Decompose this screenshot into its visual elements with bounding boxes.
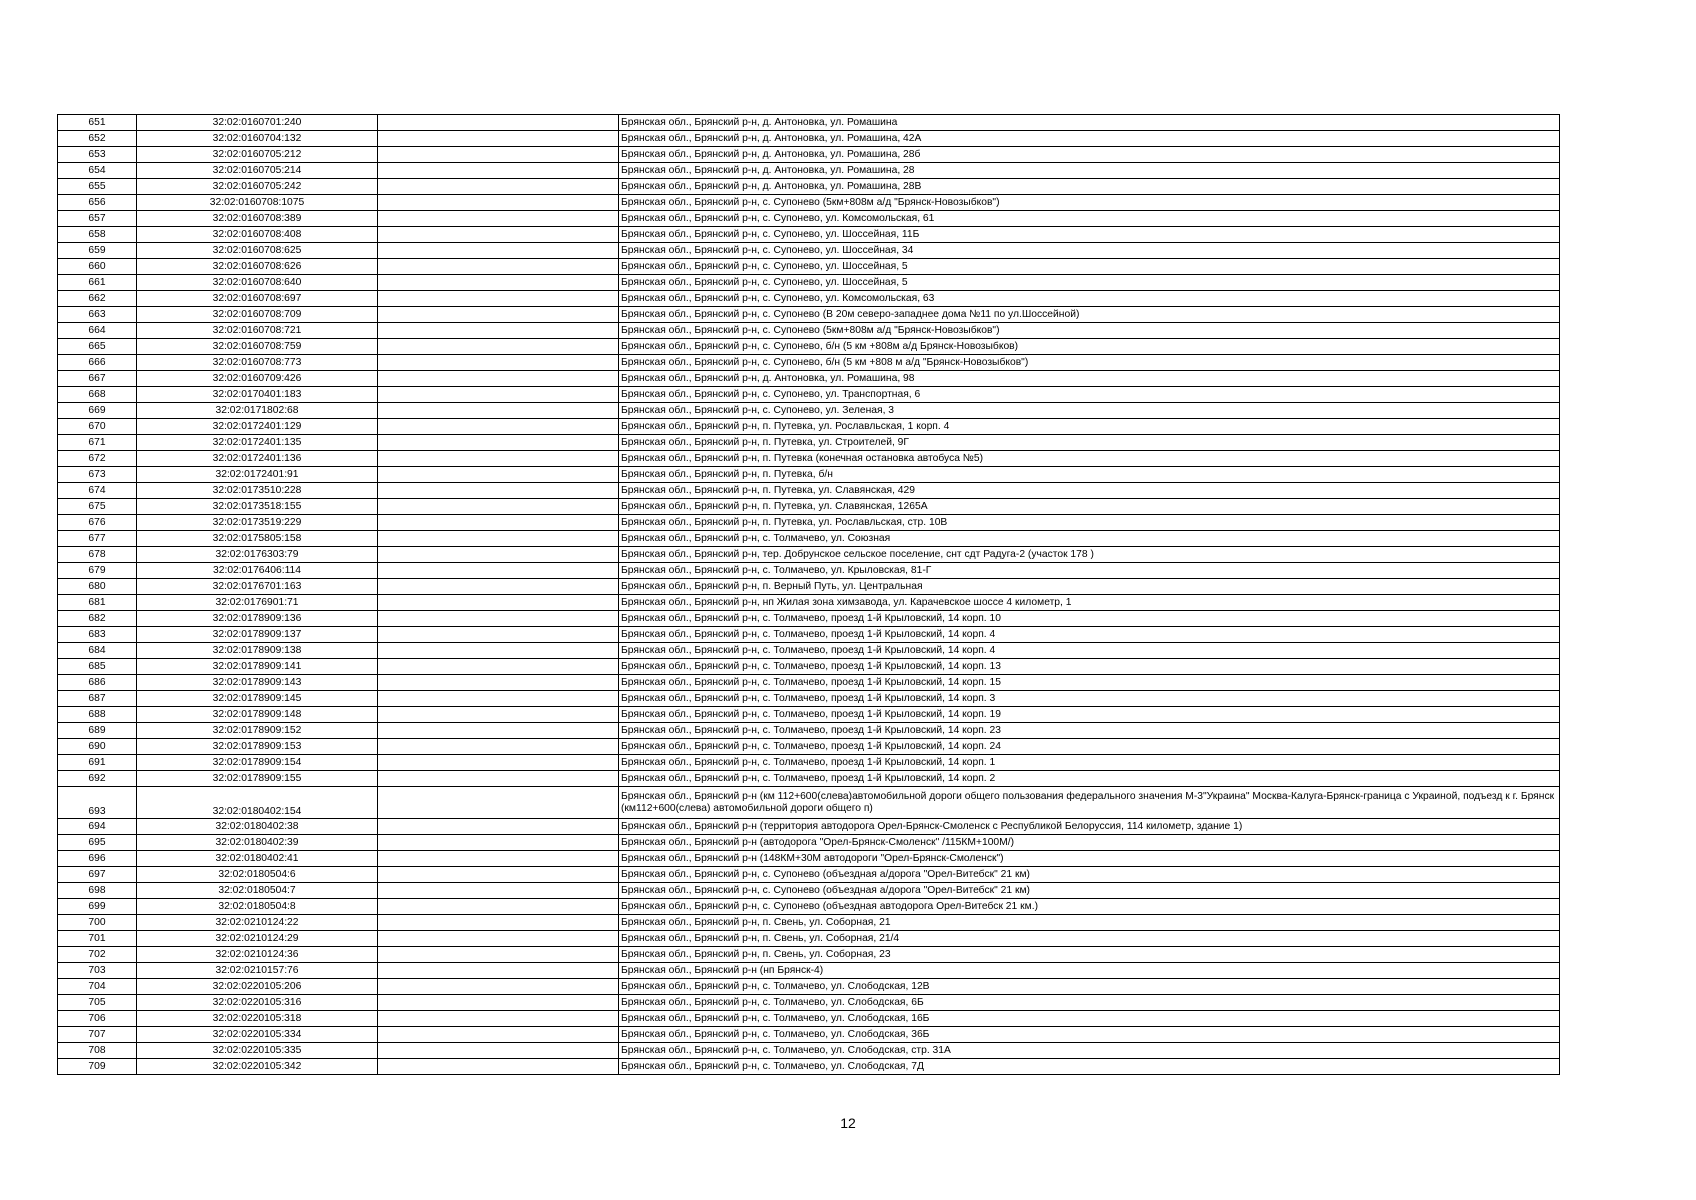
table-row <box>58 1043 1560 1059</box>
cadastral-number-cell: 32:02:0178909:136 <box>137 611 378 627</box>
row-number-cell: 691 <box>58 755 137 771</box>
row-number-cell: 690 <box>58 739 137 755</box>
cadastral-number-cell: 32:02:0160705:242 <box>137 179 378 195</box>
row-number-cell: 697 <box>58 867 137 883</box>
address-cell: Брянская обл., Брянский р-н, д. Антоновка, ул. Ромашина <box>619 115 1560 131</box>
cadastral-number-cell: 32:02:0178909:138 <box>137 643 378 659</box>
empty-cell <box>378 291 619 307</box>
address-cell: Брянская обл., Брянский р-н, п. Путевка (конечная остановка автобуса №5) <box>619 451 1560 467</box>
address-cell: Брянская обл., Брянский р-н, п. Путевка, ул. Рославльская, стр. 10В <box>619 515 1560 531</box>
row-number-cell: 678 <box>58 547 137 563</box>
table-row <box>58 835 1560 851</box>
table-row <box>58 963 1560 979</box>
empty-cell <box>378 835 619 851</box>
empty-cell <box>378 755 619 771</box>
cadastral-number-cell: 32:02:0172401:136 <box>137 451 378 467</box>
row-number-cell: 661 <box>58 275 137 291</box>
table-row <box>58 387 1560 403</box>
cadastral-number-cell: 32:02:0176901:71 <box>137 595 378 611</box>
row-number-cell: 663 <box>58 307 137 323</box>
cadastral-number-cell: 32:02:0220105:316 <box>137 995 378 1011</box>
address-cell: Брянская обл., Брянский р-н, с. Супонево, ул. Шоссейная, 5 <box>619 259 1560 275</box>
cadastral-number-cell: 32:02:0178909:145 <box>137 691 378 707</box>
address-cell: Брянская обл., Брянский р-н, с. Супонево (5км+808м а/д "Брянск-Новозыбков") <box>619 323 1560 339</box>
empty-cell <box>378 627 619 643</box>
address-cell: Брянская обл., Брянский р-н, нп Жилая зона химзавода, ул. Карачевское шоссе 4 километр, 1 <box>619 595 1560 611</box>
cadastral-number-cell: 32:02:0160708:759 <box>137 339 378 355</box>
address-cell: Брянская обл., Брянский р-н, с. Супонево (объездная а/дорога "Орел-Витебск" 21 км) <box>619 883 1560 899</box>
cadastral-number-cell: 32:02:0210124:22 <box>137 915 378 931</box>
table-row <box>58 851 1560 867</box>
table-row <box>58 739 1560 755</box>
empty-cell <box>378 563 619 579</box>
empty-cell <box>378 947 619 963</box>
address-cell: Брянская обл., Брянский р-н, п. Свень, ул. Соборная, 21 <box>619 915 1560 931</box>
row-number-cell: 676 <box>58 515 137 531</box>
table-row <box>58 211 1560 227</box>
empty-cell <box>378 355 619 371</box>
cadastral-number-cell: 32:02:0178909:143 <box>137 675 378 691</box>
row-number-cell: 652 <box>58 131 137 147</box>
row-number-cell: 653 <box>58 147 137 163</box>
empty-cell <box>378 387 619 403</box>
empty-cell <box>378 1059 619 1075</box>
table-row <box>58 419 1560 435</box>
address-cell: Брянская обл., Брянский р-н, с. Толмачево, проезд 1-й Крыловский, 14 корп. 15 <box>619 675 1560 691</box>
cadastral-number-cell: 32:02:0160705:214 <box>137 163 378 179</box>
empty-cell <box>378 883 619 899</box>
empty-cell <box>378 547 619 563</box>
row-number-cell: 683 <box>58 627 137 643</box>
address-cell: Брянская обл., Брянский р-н, с. Супонево, ул. Комсомольская, 63 <box>619 291 1560 307</box>
table-row <box>58 771 1560 787</box>
address-cell: Брянская обл., Брянский р-н, с. Толмачево, ул. Крыловская, 81-Г <box>619 563 1560 579</box>
table-row <box>58 451 1560 467</box>
address-cell: Брянская обл., Брянский р-н, с. Супонево (объездная а/дорога "Орел-Витебск" 21 км) <box>619 867 1560 883</box>
empty-cell <box>378 451 619 467</box>
table-row <box>58 787 1560 819</box>
table-row <box>58 643 1560 659</box>
page-number: 12 <box>840 1115 856 1131</box>
row-number-cell: 707 <box>58 1027 137 1043</box>
cadastral-number-cell: 32:02:0172401:135 <box>137 435 378 451</box>
address-cell: Брянская обл., Брянский р-н, с. Толмачево, ул. Слободская, 12В <box>619 979 1560 995</box>
row-number-cell: 705 <box>58 995 137 1011</box>
table-row <box>58 291 1560 307</box>
row-number-cell: 689 <box>58 723 137 739</box>
cadastral-number-cell: 32:02:0180504:7 <box>137 883 378 899</box>
empty-cell <box>378 195 619 211</box>
table-row <box>58 611 1560 627</box>
row-number-cell: 672 <box>58 451 137 467</box>
table-row <box>58 195 1560 211</box>
empty-cell <box>378 259 619 275</box>
row-number-cell: 699 <box>58 899 137 915</box>
row-number-cell: 702 <box>58 947 137 963</box>
address-cell: Брянская обл., Брянский р-н, д. Антоновка, ул. Ромашина, 28б <box>619 147 1560 163</box>
row-number-cell: 692 <box>58 771 137 787</box>
row-number-cell: 655 <box>58 179 137 195</box>
table-row <box>58 499 1560 515</box>
empty-cell <box>378 483 619 499</box>
cadastral-number-cell: 32:02:0160701:240 <box>137 115 378 131</box>
cadastral-number-cell: 32:02:0178909:148 <box>137 707 378 723</box>
row-number-cell: 709 <box>58 1059 137 1075</box>
row-number-cell: 660 <box>58 259 137 275</box>
row-number-cell: 662 <box>58 291 137 307</box>
table-row <box>58 627 1560 643</box>
address-cell: Брянская обл., Брянский р-н, с. Толмачево, проезд 1-й Крыловский, 14 корп. 10 <box>619 611 1560 627</box>
empty-cell <box>378 707 619 723</box>
property-table <box>57 114 1560 1075</box>
table-row <box>58 179 1560 195</box>
empty-cell <box>378 115 619 131</box>
row-number-cell: 693 <box>58 787 137 819</box>
table-row <box>58 467 1560 483</box>
address-cell: Брянская обл., Брянский р-н, д. Антоновка, ул. Ромашина, 28 <box>619 163 1560 179</box>
empty-cell <box>378 979 619 995</box>
address-cell: Брянская обл., Брянский р-н (148КМ+30М автодороги "Орел-Брянск-Смоленск") <box>619 851 1560 867</box>
address-cell: Брянская обл., Брянский р-н (территория автодорога Орел-Брянск-Смоленск с Республикой Белоруссия, 114 километр, здание 1) <box>619 819 1560 835</box>
row-number-cell: 686 <box>58 675 137 691</box>
row-number-cell: 698 <box>58 883 137 899</box>
row-number-cell: 656 <box>58 195 137 211</box>
table-row <box>58 547 1560 563</box>
table-row <box>58 931 1560 947</box>
row-number-cell: 671 <box>58 435 137 451</box>
address-cell: Брянская обл., Брянский р-н, с. Толмачево, проезд 1-й Крыловский, 14 корп. 23 <box>619 723 1560 739</box>
empty-cell <box>378 851 619 867</box>
row-number-cell: 703 <box>58 963 137 979</box>
empty-cell <box>378 771 619 787</box>
address-cell: Брянская обл., Брянский р-н, с. Супонево (В 20м северо-западнее дома №11 по ул.Шоссейной) <box>619 307 1560 323</box>
row-number-cell: 674 <box>58 483 137 499</box>
row-number-cell: 704 <box>58 979 137 995</box>
address-cell: Брянская обл., Брянский р-н, с. Супонево, ул. Зеленая, 3 <box>619 403 1560 419</box>
cadastral-number-cell: 32:02:0160708:626 <box>137 259 378 275</box>
table-row <box>58 1011 1560 1027</box>
table-row <box>58 595 1560 611</box>
cadastral-number-cell: 32:02:0171802:68 <box>137 403 378 419</box>
cadastral-number-cell: 32:02:0210124:36 <box>137 947 378 963</box>
row-number-cell: 684 <box>58 643 137 659</box>
row-number-cell: 675 <box>58 499 137 515</box>
row-number-cell: 669 <box>58 403 137 419</box>
cadastral-number-cell: 32:02:0173510:228 <box>137 483 378 499</box>
address-cell: Брянская обл., Брянский р-н, п. Свень, ул. Соборная, 23 <box>619 947 1560 963</box>
address-cell: Брянская обл., Брянский р-н, п. Путевка, ул. Славянская, 429 <box>619 483 1560 499</box>
empty-cell <box>378 371 619 387</box>
empty-cell <box>378 1043 619 1059</box>
empty-cell <box>378 915 619 931</box>
address-cell: Брянская обл., Брянский р-н, тер. Добрунское сельское поселение, снт сдт Радуга-2 (участок 178 ) <box>619 547 1560 563</box>
row-number-cell: 694 <box>58 819 137 835</box>
row-number-cell: 670 <box>58 419 137 435</box>
row-number-cell: 677 <box>58 531 137 547</box>
address-cell: Брянская обл., Брянский р-н, с. Толмачево, проезд 1-й Крыловский, 14 корп. 4 <box>619 643 1560 659</box>
table-row <box>58 227 1560 243</box>
empty-cell <box>378 179 619 195</box>
row-number-cell: 659 <box>58 243 137 259</box>
table-row <box>58 995 1560 1011</box>
address-cell: Брянская обл., Брянский р-н, с. Толмачево, проезд 1-й Крыловский, 14 корп. 1 <box>619 755 1560 771</box>
cadastral-number-cell: 32:02:0210157:76 <box>137 963 378 979</box>
address-cell: Брянская обл., Брянский р-н, с. Супонево, ул. Транспортная, 6 <box>619 387 1560 403</box>
cadastral-number-cell: 32:02:0180402:38 <box>137 819 378 835</box>
cadastral-number-cell: 32:02:0180504:6 <box>137 867 378 883</box>
row-number-cell: 654 <box>58 163 137 179</box>
cadastral-number-cell: 32:02:0178909:153 <box>137 739 378 755</box>
empty-cell <box>378 931 619 947</box>
empty-cell <box>378 403 619 419</box>
cadastral-number-cell: 32:02:0160705:212 <box>137 147 378 163</box>
table-row <box>58 947 1560 963</box>
cadastral-number-cell: 32:02:0160708:773 <box>137 355 378 371</box>
address-cell: Брянская обл., Брянский р-н, с. Супонево, ул. Шоссейная, 11Б <box>619 227 1560 243</box>
table-row <box>58 979 1560 995</box>
address-cell: Брянская обл., Брянский р-н, с. Толмачево, проезд 1-й Крыловский, 14 корп. 13 <box>619 659 1560 675</box>
address-cell: Брянская обл., Брянский р-н, с. Толмачево, проезд 1-й Крыловский, 14 корп. 3 <box>619 691 1560 707</box>
row-number-cell: 695 <box>58 835 137 851</box>
empty-cell <box>378 323 619 339</box>
row-number-cell: 681 <box>58 595 137 611</box>
cadastral-number-cell: 32:02:0160708:1075 <box>137 195 378 211</box>
table-row <box>58 275 1560 291</box>
empty-cell <box>378 643 619 659</box>
cadastral-number-cell: 32:02:0176303:79 <box>137 547 378 563</box>
table-row <box>58 147 1560 163</box>
table-row <box>58 1027 1560 1043</box>
empty-cell <box>378 611 619 627</box>
table-row <box>58 531 1560 547</box>
empty-cell <box>378 131 619 147</box>
empty-cell <box>378 467 619 483</box>
address-cell: Брянская обл., Брянский р-н (нп Брянск-4) <box>619 963 1560 979</box>
cadastral-number-cell: 32:02:0170401:183 <box>137 387 378 403</box>
address-cell: Брянская обл., Брянский р-н, с. Толмачево, проезд 1-й Крыловский, 14 корп. 4 <box>619 627 1560 643</box>
empty-cell <box>378 739 619 755</box>
row-number-cell: 708 <box>58 1043 137 1059</box>
address-cell: Брянская обл., Брянский р-н, д. Антоновка, ул. Ромашина, 28В <box>619 179 1560 195</box>
table-row <box>58 675 1560 691</box>
table-body <box>58 115 1560 1075</box>
cadastral-number-cell: 32:02:0220105:318 <box>137 1011 378 1027</box>
cadastral-number-cell: 32:02:0178909:152 <box>137 723 378 739</box>
cadastral-number-cell: 32:02:0160708:389 <box>137 211 378 227</box>
cadastral-number-cell: 32:02:0176701:163 <box>137 579 378 595</box>
row-number-cell: 700 <box>58 915 137 931</box>
empty-cell <box>378 579 619 595</box>
empty-cell <box>378 307 619 323</box>
cadastral-number-cell: 32:02:0172401:129 <box>137 419 378 435</box>
row-number-cell: 687 <box>58 691 137 707</box>
table-row <box>58 307 1560 323</box>
address-cell: Брянская обл., Брянский р-н, с. Толмачево, ул. Слободская, 36Б <box>619 1027 1560 1043</box>
row-number-cell: 666 <box>58 355 137 371</box>
empty-cell <box>378 723 619 739</box>
address-cell: Брянская обл., Брянский р-н, с. Супонево (5км+808м а/д "Брянск-Новозыбков") <box>619 195 1560 211</box>
empty-cell <box>378 163 619 179</box>
address-cell: Брянская обл., Брянский р-н, п. Верный Путь, ул. Центральная <box>619 579 1560 595</box>
empty-cell <box>378 435 619 451</box>
table-row <box>58 899 1560 915</box>
address-cell: Брянская обл., Брянский р-н, с. Толмачево, проезд 1-й Крыловский, 14 корп. 2 <box>619 771 1560 787</box>
address-cell: Брянская обл., Брянский р-н, с. Супонево, ул. Шоссейная, 5 <box>619 275 1560 291</box>
address-cell: Брянская обл., Брянский р-н, с. Толмачево, ул. Слободская, 16Б <box>619 1011 1560 1027</box>
cadastral-number-cell: 32:02:0180402:154 <box>137 787 378 819</box>
address-cell: Брянская обл., Брянский р-н, с. Супонево, б/н (5 км +808м а/д Брянск-Новозыбков) <box>619 339 1560 355</box>
cadastral-number-cell: 32:02:0160708:721 <box>137 323 378 339</box>
cadastral-number-cell: 32:02:0160708:697 <box>137 291 378 307</box>
cadastral-number-cell: 32:02:0160708:640 <box>137 275 378 291</box>
empty-cell <box>378 1011 619 1027</box>
empty-cell <box>378 499 619 515</box>
empty-cell <box>378 675 619 691</box>
empty-cell <box>378 995 619 1011</box>
address-cell: Брянская обл., Брянский р-н, с. Супонево (объездная автодорога Орел-Витебск 21 км.) <box>619 899 1560 915</box>
empty-cell <box>378 339 619 355</box>
row-number-cell: 668 <box>58 387 137 403</box>
empty-cell <box>378 1027 619 1043</box>
address-cell: Брянская обл., Брянский р-н, с. Супонево, ул. Комсомольская, 61 <box>619 211 1560 227</box>
table-row <box>58 371 1560 387</box>
empty-cell <box>378 787 619 819</box>
table-row <box>58 259 1560 275</box>
cadastral-number-cell: 32:02:0178909:141 <box>137 659 378 675</box>
cadastral-number-cell: 32:02:0180504:8 <box>137 899 378 915</box>
row-number-cell: 696 <box>58 851 137 867</box>
empty-cell <box>378 243 619 259</box>
table-row <box>58 403 1560 419</box>
table-row <box>58 1059 1560 1075</box>
table-row <box>58 163 1560 179</box>
empty-cell <box>378 227 619 243</box>
table-row <box>58 355 1560 371</box>
table-row <box>58 915 1560 931</box>
row-number-cell: 651 <box>58 115 137 131</box>
empty-cell <box>378 595 619 611</box>
address-cell: Брянская обл., Брянский р-н (автодорога "Орел-Брянск-Смоленск" /115КМ+100М/) <box>619 835 1560 851</box>
cadastral-number-cell: 32:02:0178909:155 <box>137 771 378 787</box>
empty-cell <box>378 659 619 675</box>
address-cell: Брянская обл., Брянский р-н, с. Толмачево, проезд 1-й Крыловский, 14 корп. 19 <box>619 707 1560 723</box>
empty-cell <box>378 211 619 227</box>
address-cell: Брянская обл., Брянский р-н, с. Толмачево, ул. Слободская, 6Б <box>619 995 1560 1011</box>
empty-cell <box>378 147 619 163</box>
table-row <box>58 435 1560 451</box>
cadastral-number-cell: 32:02:0178909:154 <box>137 755 378 771</box>
cadastral-number-cell: 32:02:0173519:229 <box>137 515 378 531</box>
table-row <box>58 691 1560 707</box>
address-cell: Брянская обл., Брянский р-н, с. Толмачево, ул. Слободская, стр. 31А <box>619 1043 1560 1059</box>
cadastral-number-cell: 32:02:0220105:334 <box>137 1027 378 1043</box>
cadastral-number-cell: 32:02:0220105:342 <box>137 1059 378 1075</box>
cadastral-number-cell: 32:02:0176406:114 <box>137 563 378 579</box>
address-cell: Брянская обл., Брянский р-н, п. Путевка, б/н <box>619 467 1560 483</box>
address-cell: Брянская обл., Брянский р-н, д. Антоновка, ул. Ромашина, 42А <box>619 131 1560 147</box>
table-row <box>58 563 1560 579</box>
address-cell: Брянская обл., Брянский р-н, п. Свень, ул. Соборная, 21/4 <box>619 931 1560 947</box>
table-row <box>58 755 1560 771</box>
address-cell: Брянская обл., Брянский р-н, с. Толмачево, ул. Союзная <box>619 531 1560 547</box>
table-row <box>58 867 1560 883</box>
row-number-cell: 685 <box>58 659 137 675</box>
row-number-cell: 688 <box>58 707 137 723</box>
table-row <box>58 883 1560 899</box>
cadastral-number-cell: 32:02:0210124:29 <box>137 931 378 947</box>
table-row <box>58 819 1560 835</box>
row-number-cell: 679 <box>58 563 137 579</box>
row-number-cell: 673 <box>58 467 137 483</box>
address-cell: Брянская обл., Брянский р-н, с. Толмачево, проезд 1-й Крыловский, 14 корп. 24 <box>619 739 1560 755</box>
table-row <box>58 323 1560 339</box>
table-row <box>58 483 1560 499</box>
address-cell: Брянская обл., Брянский р-н, п. Путевка, ул. Строителей, 9Г <box>619 435 1560 451</box>
cadastral-number-cell: 32:02:0178909:137 <box>137 627 378 643</box>
row-number-cell: 657 <box>58 211 137 227</box>
empty-cell <box>378 531 619 547</box>
address-cell: Брянская обл., Брянский р-н, п. Путевка, ул. Славянская, 1265А <box>619 499 1560 515</box>
row-number-cell: 706 <box>58 1011 137 1027</box>
empty-cell <box>378 275 619 291</box>
row-number-cell: 682 <box>58 611 137 627</box>
cadastral-number-cell: 32:02:0160708:408 <box>137 227 378 243</box>
table-row <box>58 515 1560 531</box>
cadastral-number-cell: 32:02:0173518:155 <box>137 499 378 515</box>
empty-cell <box>378 819 619 835</box>
cadastral-number-cell: 32:02:0220105:335 <box>137 1043 378 1059</box>
address-cell: Брянская обл., Брянский р-н, с. Супонево, ул. Шоссейная, 34 <box>619 243 1560 259</box>
row-number-cell: 667 <box>58 371 137 387</box>
table-row <box>58 707 1560 723</box>
empty-cell <box>378 899 619 915</box>
empty-cell <box>378 963 619 979</box>
row-number-cell: 665 <box>58 339 137 355</box>
cadastral-number-cell: 32:02:0172401:91 <box>137 467 378 483</box>
row-number-cell: 680 <box>58 579 137 595</box>
cadastral-number-cell: 32:02:0180402:41 <box>137 851 378 867</box>
cadastral-number-cell: 32:02:0180402:39 <box>137 835 378 851</box>
empty-cell <box>378 867 619 883</box>
cadastral-number-cell: 32:02:0160708:625 <box>137 243 378 259</box>
cadastral-number-cell: 32:02:0220105:206 <box>137 979 378 995</box>
table-row <box>58 579 1560 595</box>
address-cell: Брянская обл., Брянский р-н, д. Антоновка, ул. Ромашина, 98 <box>619 371 1560 387</box>
cadastral-number-cell: 32:02:0160709:426 <box>137 371 378 387</box>
table-row <box>58 115 1560 131</box>
address-cell: Брянская обл., Брянский р-н (км 112+600(слева)автомобильной дороги общего пользования федерального значения М-3"Украина" Москва-Калуга-Брянск-граница с Украиной, подъезд к г. Брянск (км112+600(слева) автомобильной дороги общего п) <box>619 787 1560 819</box>
empty-cell <box>378 515 619 531</box>
empty-cell <box>378 691 619 707</box>
cadastral-number-cell: 32:02:0160704:132 <box>137 131 378 147</box>
row-number-cell: 701 <box>58 931 137 947</box>
cadastral-number-cell: 32:02:0175805:158 <box>137 531 378 547</box>
table-row <box>58 723 1560 739</box>
address-cell: Брянская обл., Брянский р-н, с. Супонево, б/н (5 км +808 м а/д "Брянск-Новозыбков") <box>619 355 1560 371</box>
row-number-cell: 658 <box>58 227 137 243</box>
table-row <box>58 659 1560 675</box>
table-row <box>58 339 1560 355</box>
cadastral-number-cell: 32:02:0160708:709 <box>137 307 378 323</box>
table-row <box>58 243 1560 259</box>
address-cell: Брянская обл., Брянский р-н, с. Толмачево, ул. Слободская, 7Д <box>619 1059 1560 1075</box>
row-number-cell: 664 <box>58 323 137 339</box>
table-row <box>58 131 1560 147</box>
empty-cell <box>378 419 619 435</box>
address-cell: Брянская обл., Брянский р-н, п. Путевка, ул. Рославльская, 1 корп. 4 <box>619 419 1560 435</box>
